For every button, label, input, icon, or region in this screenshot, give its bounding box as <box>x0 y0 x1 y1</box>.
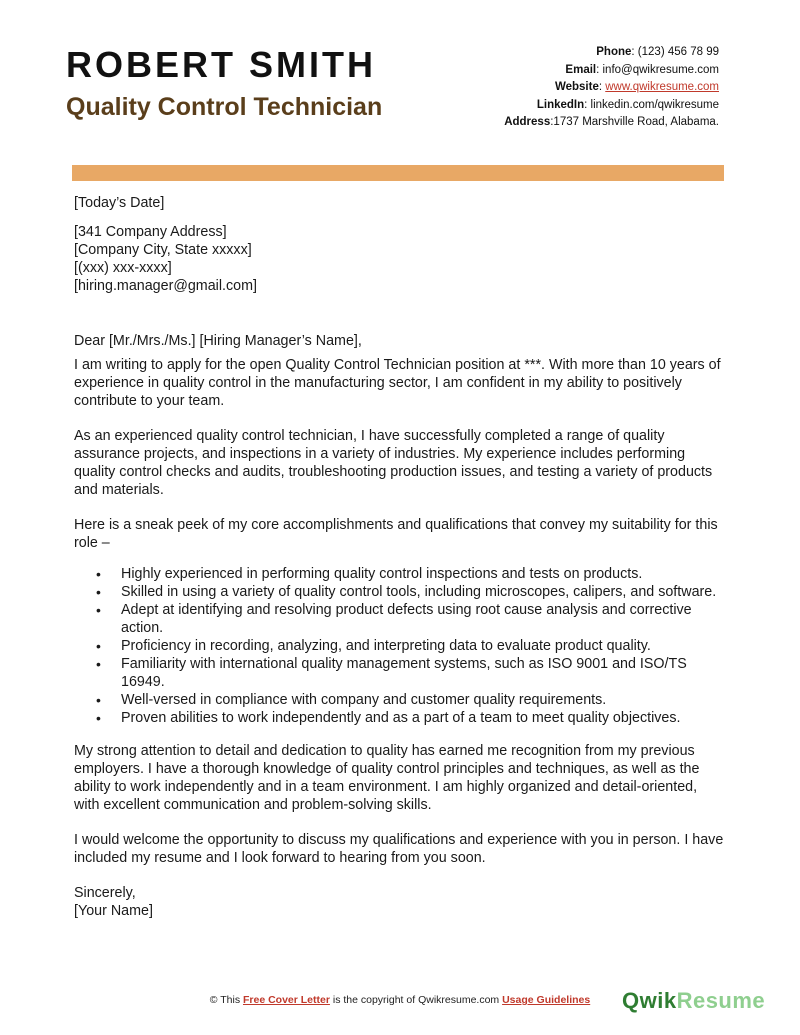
linkedin-label: LinkedIn <box>536 98 585 111</box>
paragraph-closing: I would welcome the opportunity to discuss my qualifications and experience with you in person. I have included my resume and I look forward to hearing from you soon. <box>74 832 724 866</box>
logo-text-primary: Qwik <box>622 988 677 1013</box>
list-item <box>74 637 726 655</box>
usage-guidelines-link[interactable]: Usage Guidelines <box>502 994 591 1006</box>
phone-value: : (123) 456 78 99 <box>631 46 719 58</box>
footer-prefix: © This <box>209 994 243 1006</box>
contact-email <box>379 62 719 80</box>
list-item <box>74 583 726 601</box>
recipient-address-line: [341 Company Address] <box>74 224 227 240</box>
contact-block <box>379 44 719 132</box>
list-item-text: Well-versed in compliance with company and customer quality requirements. <box>121 692 607 708</box>
paragraph-intro: I am writing to apply for the open Quality Control Technician position at ***. With more than 10 years of experience in quality control in the manufacturing sector, I am confident in my ability to positively contribute to your team. <box>74 357 721 409</box>
list-item-text: Adept at identifying and resolving product defects using root cause analysis and corrective action. <box>121 602 692 636</box>
bullet-icon: • <box>96 584 101 600</box>
email-value: : info@qwikresume.com <box>596 63 719 76</box>
website-separator: : <box>598 81 606 93</box>
candidate-name: ROBERT SMITH <box>66 44 376 85</box>
accomplishments-list <box>74 565 726 727</box>
logo-text-secondary: Resume <box>676 988 766 1013</box>
website-link[interactable]: www.qwikresume.com <box>605 81 719 93</box>
list-item-text: Highly experienced in performing quality control inspections and tests on products. <box>121 566 643 582</box>
address-value: :1737 Marshville Road, Alabama. <box>550 116 719 128</box>
salutation: Dear [Mr./Mrs./Ms.] [Hiring Manager’s Name], <box>74 333 362 349</box>
list-item-text: Proficiency in recording, analyzing, and interpreting data to evaluate product quality. <box>121 638 651 654</box>
contact-website <box>379 79 719 97</box>
list-item <box>74 691 726 709</box>
list-item-text: Skilled in using a variety of quality control tools, including microscopes, calipers, and software. <box>121 584 717 600</box>
email-label: Email <box>565 63 597 76</box>
list-item <box>74 709 726 727</box>
bullet-icon: • <box>96 710 101 726</box>
linkedin-value: : linkedin.com/qwikresume <box>584 98 719 111</box>
website-label: Website <box>554 81 599 93</box>
free-cover-letter-link[interactable]: Free Cover Letter <box>242 994 330 1006</box>
paragraph-qualities: My strong attention to detail and dedication to quality has earned me recognition from my previous employers. I have a thorough knowledge of quality control principles and techniques, as well as the ability to work independently and in a team environment. I am highly organized and detail-oriented, with excellent communication and problem-solving skills. <box>74 743 700 813</box>
address-label: Address <box>504 116 551 128</box>
list-item-text: Familiarity with international quality management systems, such as ISO 9001 and ISO/TS 16949. <box>121 656 687 690</box>
phone-label: Phone <box>596 46 632 58</box>
bullet-icon: • <box>96 656 101 672</box>
signature: [Your Name] <box>74 903 153 919</box>
recipient-address-line: [hiring.manager@gmail.com] <box>74 278 257 294</box>
paragraph-accomplishments-intro: Here is a sneak peek of my core accomplishments and qualifications that convey my suitability for this role – <box>74 517 718 551</box>
recipient-address-line: [(xxx) xxx-xxxx] <box>74 260 172 276</box>
contact-address <box>379 114 719 132</box>
letter-date: [Today’s Date] <box>74 195 165 211</box>
list-item <box>74 655 726 691</box>
bullet-icon: • <box>96 638 101 654</box>
recipient-address-line: [Company City, State xxxxx] <box>74 242 252 258</box>
footer-middle: is the copyright of Qwikresume.com <box>329 994 503 1006</box>
contact-phone <box>379 44 719 62</box>
job-title: Quality Control Technician <box>66 93 383 121</box>
bullet-icon: • <box>96 602 101 618</box>
paragraph-experience: As an experienced quality control technician, I have successfully completed a range of quality assurance projects, and inspections in a variety of industries. My experience includes performing quality control checks and audits, troubleshooting production issues, and testing a variety of products and materials. <box>74 428 713 498</box>
qwikresume-logo <box>622 988 765 1014</box>
list-item <box>74 565 726 583</box>
header-divider-bar <box>72 165 724 181</box>
bullet-icon: • <box>96 692 101 708</box>
closing: Sincerely, <box>74 885 136 901</box>
letter-body <box>74 194 726 920</box>
contact-linkedin <box>379 97 719 115</box>
bullet-icon: • <box>96 566 101 582</box>
list-item <box>74 601 726 637</box>
list-item-text: Proven abilities to work independently and as a part of a team to meet quality objectives. <box>121 710 681 726</box>
